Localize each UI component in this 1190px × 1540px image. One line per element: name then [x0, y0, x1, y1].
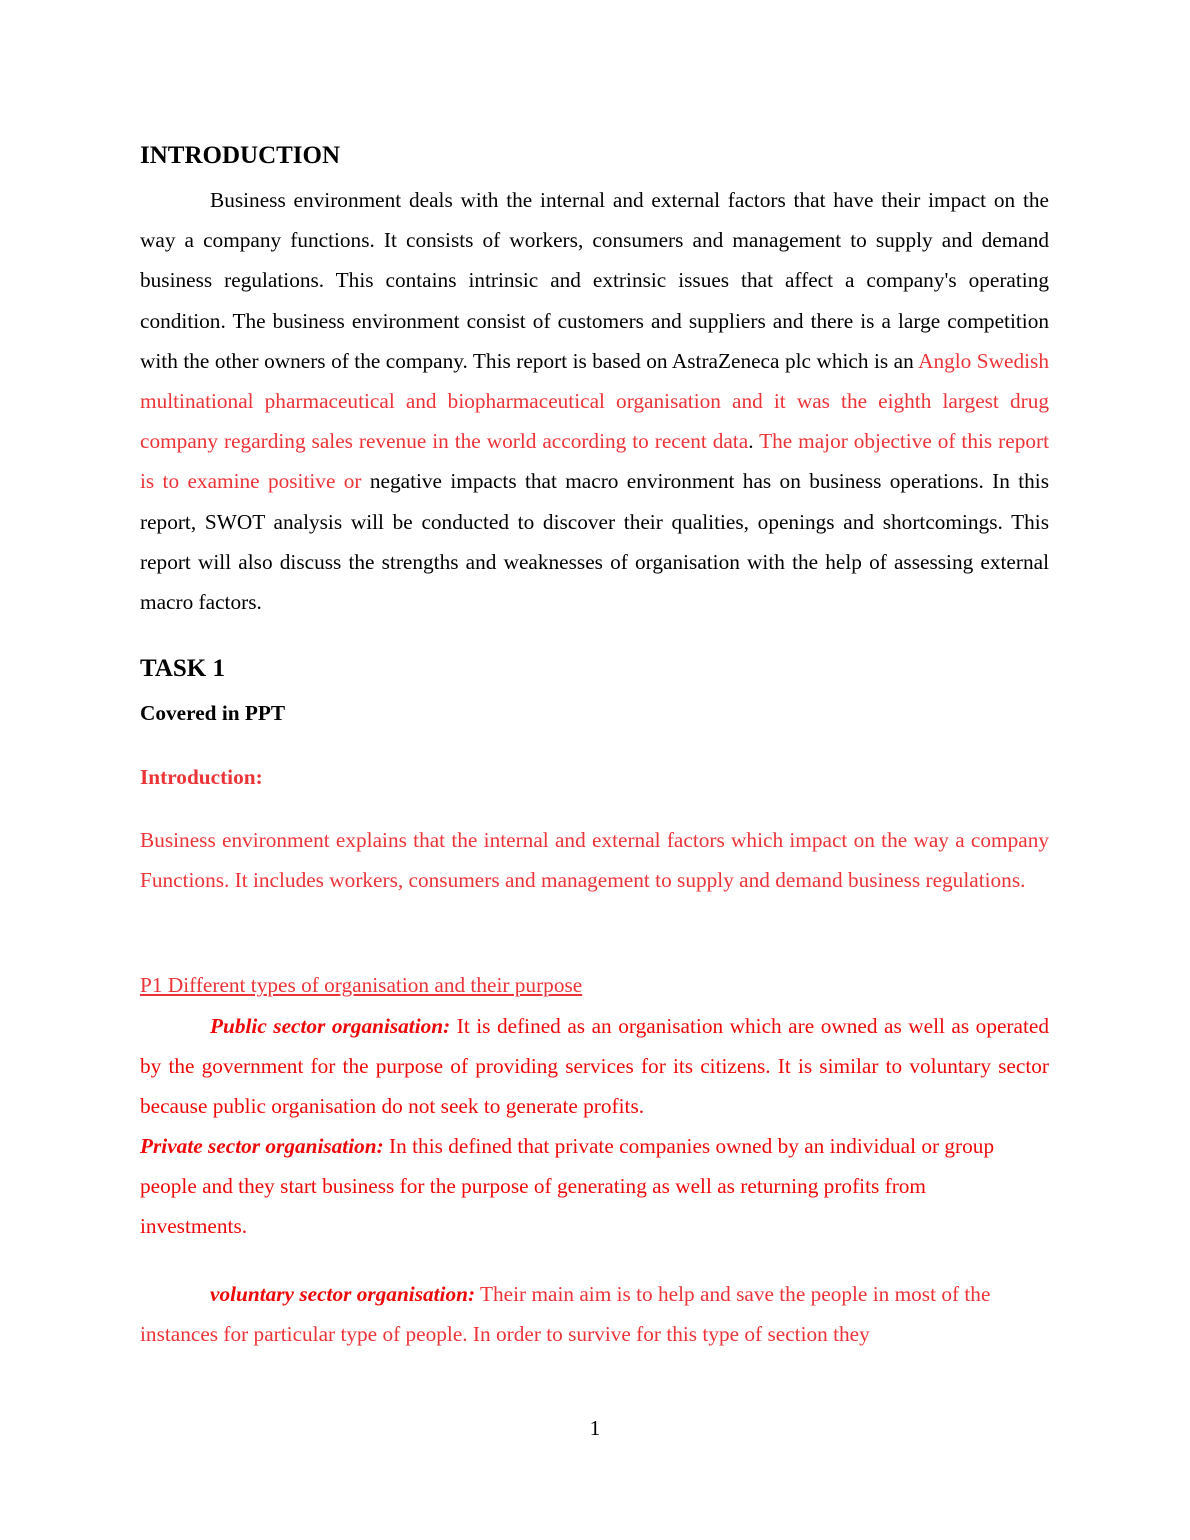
- task1-heading: TASK 1: [140, 655, 225, 682]
- introduction-label: Introduction:: [140, 765, 263, 789]
- intro-text: .: [748, 429, 760, 454]
- introduction-heading: INTRODUCTION: [140, 142, 341, 169]
- private-sector-label: Private sector organisation:: [140, 1134, 384, 1158]
- voluntary-sector-label: voluntary sector organisation:: [210, 1282, 476, 1306]
- intro-highlight: The major objective of this report is to examine positive or: [140, 429, 1050, 494]
- intro-highlight: Anglo Swedish multinational pharmaceutical and biopharmaceutical organisation and it was the eighth largest drug company regarding sales revenue in the world according to recent data: [140, 348, 1049, 454]
- public-sector-label: Public sector organisation:: [210, 1014, 451, 1038]
- public-sector-text: It is defined as an organisation which are owned as well as operated by the government for the purpose of providing services for its citizens. It is similar to voluntary sector because public organisation do not seek to generate profits.: [140, 1014, 1049, 1119]
- private-sector-paragraph: [140, 1126, 1030, 1247]
- voluntary-sector-text: Their main aim is to help and save the people in most of the instances for particular type of people. In order to survive for this type of section they: [140, 1282, 991, 1347]
- task1-intro-paragraph: Business environment explains that the internal and external factors which impact on the way a company Functions. It includes workers, consumers and management to supply and demand business regulations.: [140, 828, 1049, 893]
- task1-subheading: Covered in PPT: [140, 701, 286, 725]
- intro-text: Business environment deals with the internal and external factors that have their impact on the way a company functions. It consists of workers, consumers and management to supply and demand business regulations. This contains intrinsic and extrinsic issues that affect a company's operating condition. The business environment consist of customers and suppliers and there is a large competition with the other owners of the company. This report is based on AstraZeneca plc which is an: [140, 188, 1049, 373]
- p1-heading-text: P1 Different types of organisation and their purpose: [140, 973, 583, 997]
- voluntary-sector-paragraph: [140, 1274, 1040, 1354]
- introduction-paragraph: [140, 180, 1049, 622]
- public-sector-paragraph: [140, 1006, 1049, 1127]
- p1-heading: [140, 965, 1049, 1005]
- page-number: 1: [589, 1416, 601, 1440]
- intro-text: negative impacts that macro environment has on business operations. In this report, SWOT analysis will be conducted to discover their qualities, openings and shortcomings. This report will also discuss the strengths and weaknesses of organisation with the help of assessing external macro factors.: [140, 469, 1049, 615]
- private-sector-text: In this defined that private companies owned by an individual or group people and they start business for the purpose of generating as well as returning profits from investments.: [140, 1134, 995, 1239]
